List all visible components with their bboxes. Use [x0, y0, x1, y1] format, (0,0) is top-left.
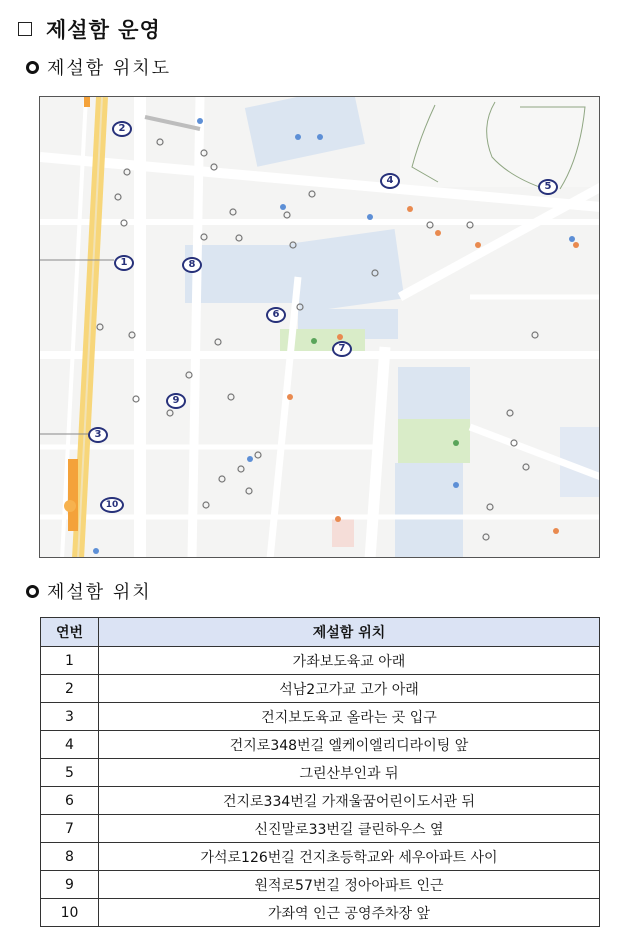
marker-2 — [112, 121, 132, 137]
header-location: 제설함 위치 — [99, 618, 600, 647]
location-map — [39, 96, 600, 558]
marker-4 — [380, 173, 400, 189]
row-location: 그린산부인과 뒤 — [99, 759, 600, 787]
marker-8 — [182, 257, 202, 273]
marker-label: 6 — [272, 309, 280, 320]
table-row — [41, 899, 600, 927]
page-title-text: 제설함 운영 — [46, 17, 161, 42]
table-section-title-text: 제설함 위치 — [47, 582, 152, 603]
marker-label: 1 — [120, 257, 128, 268]
marker-7 — [332, 341, 352, 357]
marker-label: 8 — [188, 259, 196, 270]
marker-label: 7 — [338, 343, 346, 354]
table-row — [41, 871, 600, 899]
row-no: 10 — [41, 899, 99, 927]
table-row — [41, 843, 600, 871]
location-table — [40, 617, 600, 927]
table-row — [41, 647, 600, 675]
header-no: 연번 — [41, 618, 99, 647]
marker-label: 9 — [172, 395, 180, 406]
row-location: 원적로57번길 정아아파트 인근 — [99, 871, 600, 899]
row-location: 가좌보도육교 아래 — [99, 647, 600, 675]
table-row — [41, 703, 600, 731]
map-section-title-text: 제설함 위치도 — [47, 58, 172, 79]
table-section-title — [26, 578, 152, 604]
row-location: 신진말로33번길 클린하우스 옆 — [99, 815, 600, 843]
row-location: 건지로334번길 가재울꿈어린이도서관 뒤 — [99, 787, 600, 815]
marker-label: 10 — [105, 499, 119, 510]
row-location: 가석로126번길 건지초등학교와 세우아파트 사이 — [99, 843, 600, 871]
square-bullet-icon — [18, 22, 32, 36]
row-no: 1 — [41, 647, 99, 675]
row-location: 건지보도육교 올라는 곳 입구 — [99, 703, 600, 731]
row-no: 4 — [41, 731, 99, 759]
row-location: 가좌역 인근 공영주차장 앞 — [99, 899, 600, 927]
table-row — [41, 759, 600, 787]
row-location: 건지로348번길 엘케이엘리디라이팅 앞 — [99, 731, 600, 759]
table-row — [41, 675, 600, 703]
circle-bullet-icon — [26, 585, 39, 598]
marker-10 — [100, 497, 124, 513]
row-no: 3 — [41, 703, 99, 731]
table-row — [41, 731, 600, 759]
row-no: 8 — [41, 843, 99, 871]
marker-label: 4 — [386, 175, 394, 186]
map-section-title — [26, 54, 171, 80]
row-no: 2 — [41, 675, 99, 703]
circle-bullet-icon — [26, 61, 39, 74]
marker-6 — [266, 307, 286, 323]
map-base-icon — [40, 97, 600, 558]
marker-1 — [114, 255, 134, 271]
marker-3 — [88, 427, 108, 443]
row-no: 9 — [41, 871, 99, 899]
table-row — [41, 815, 600, 843]
marker-label: 2 — [118, 123, 126, 134]
table-header-row — [41, 618, 600, 647]
marker-label: 5 — [544, 181, 552, 192]
row-no: 5 — [41, 759, 99, 787]
marker-label: 3 — [94, 429, 102, 440]
row-location: 석남2고가교 고가 아래 — [99, 675, 600, 703]
row-no: 6 — [41, 787, 99, 815]
marker-5 — [538, 179, 558, 195]
page-title — [18, 14, 161, 44]
marker-9 — [166, 393, 186, 409]
table-row — [41, 787, 600, 815]
row-no: 7 — [41, 815, 99, 843]
